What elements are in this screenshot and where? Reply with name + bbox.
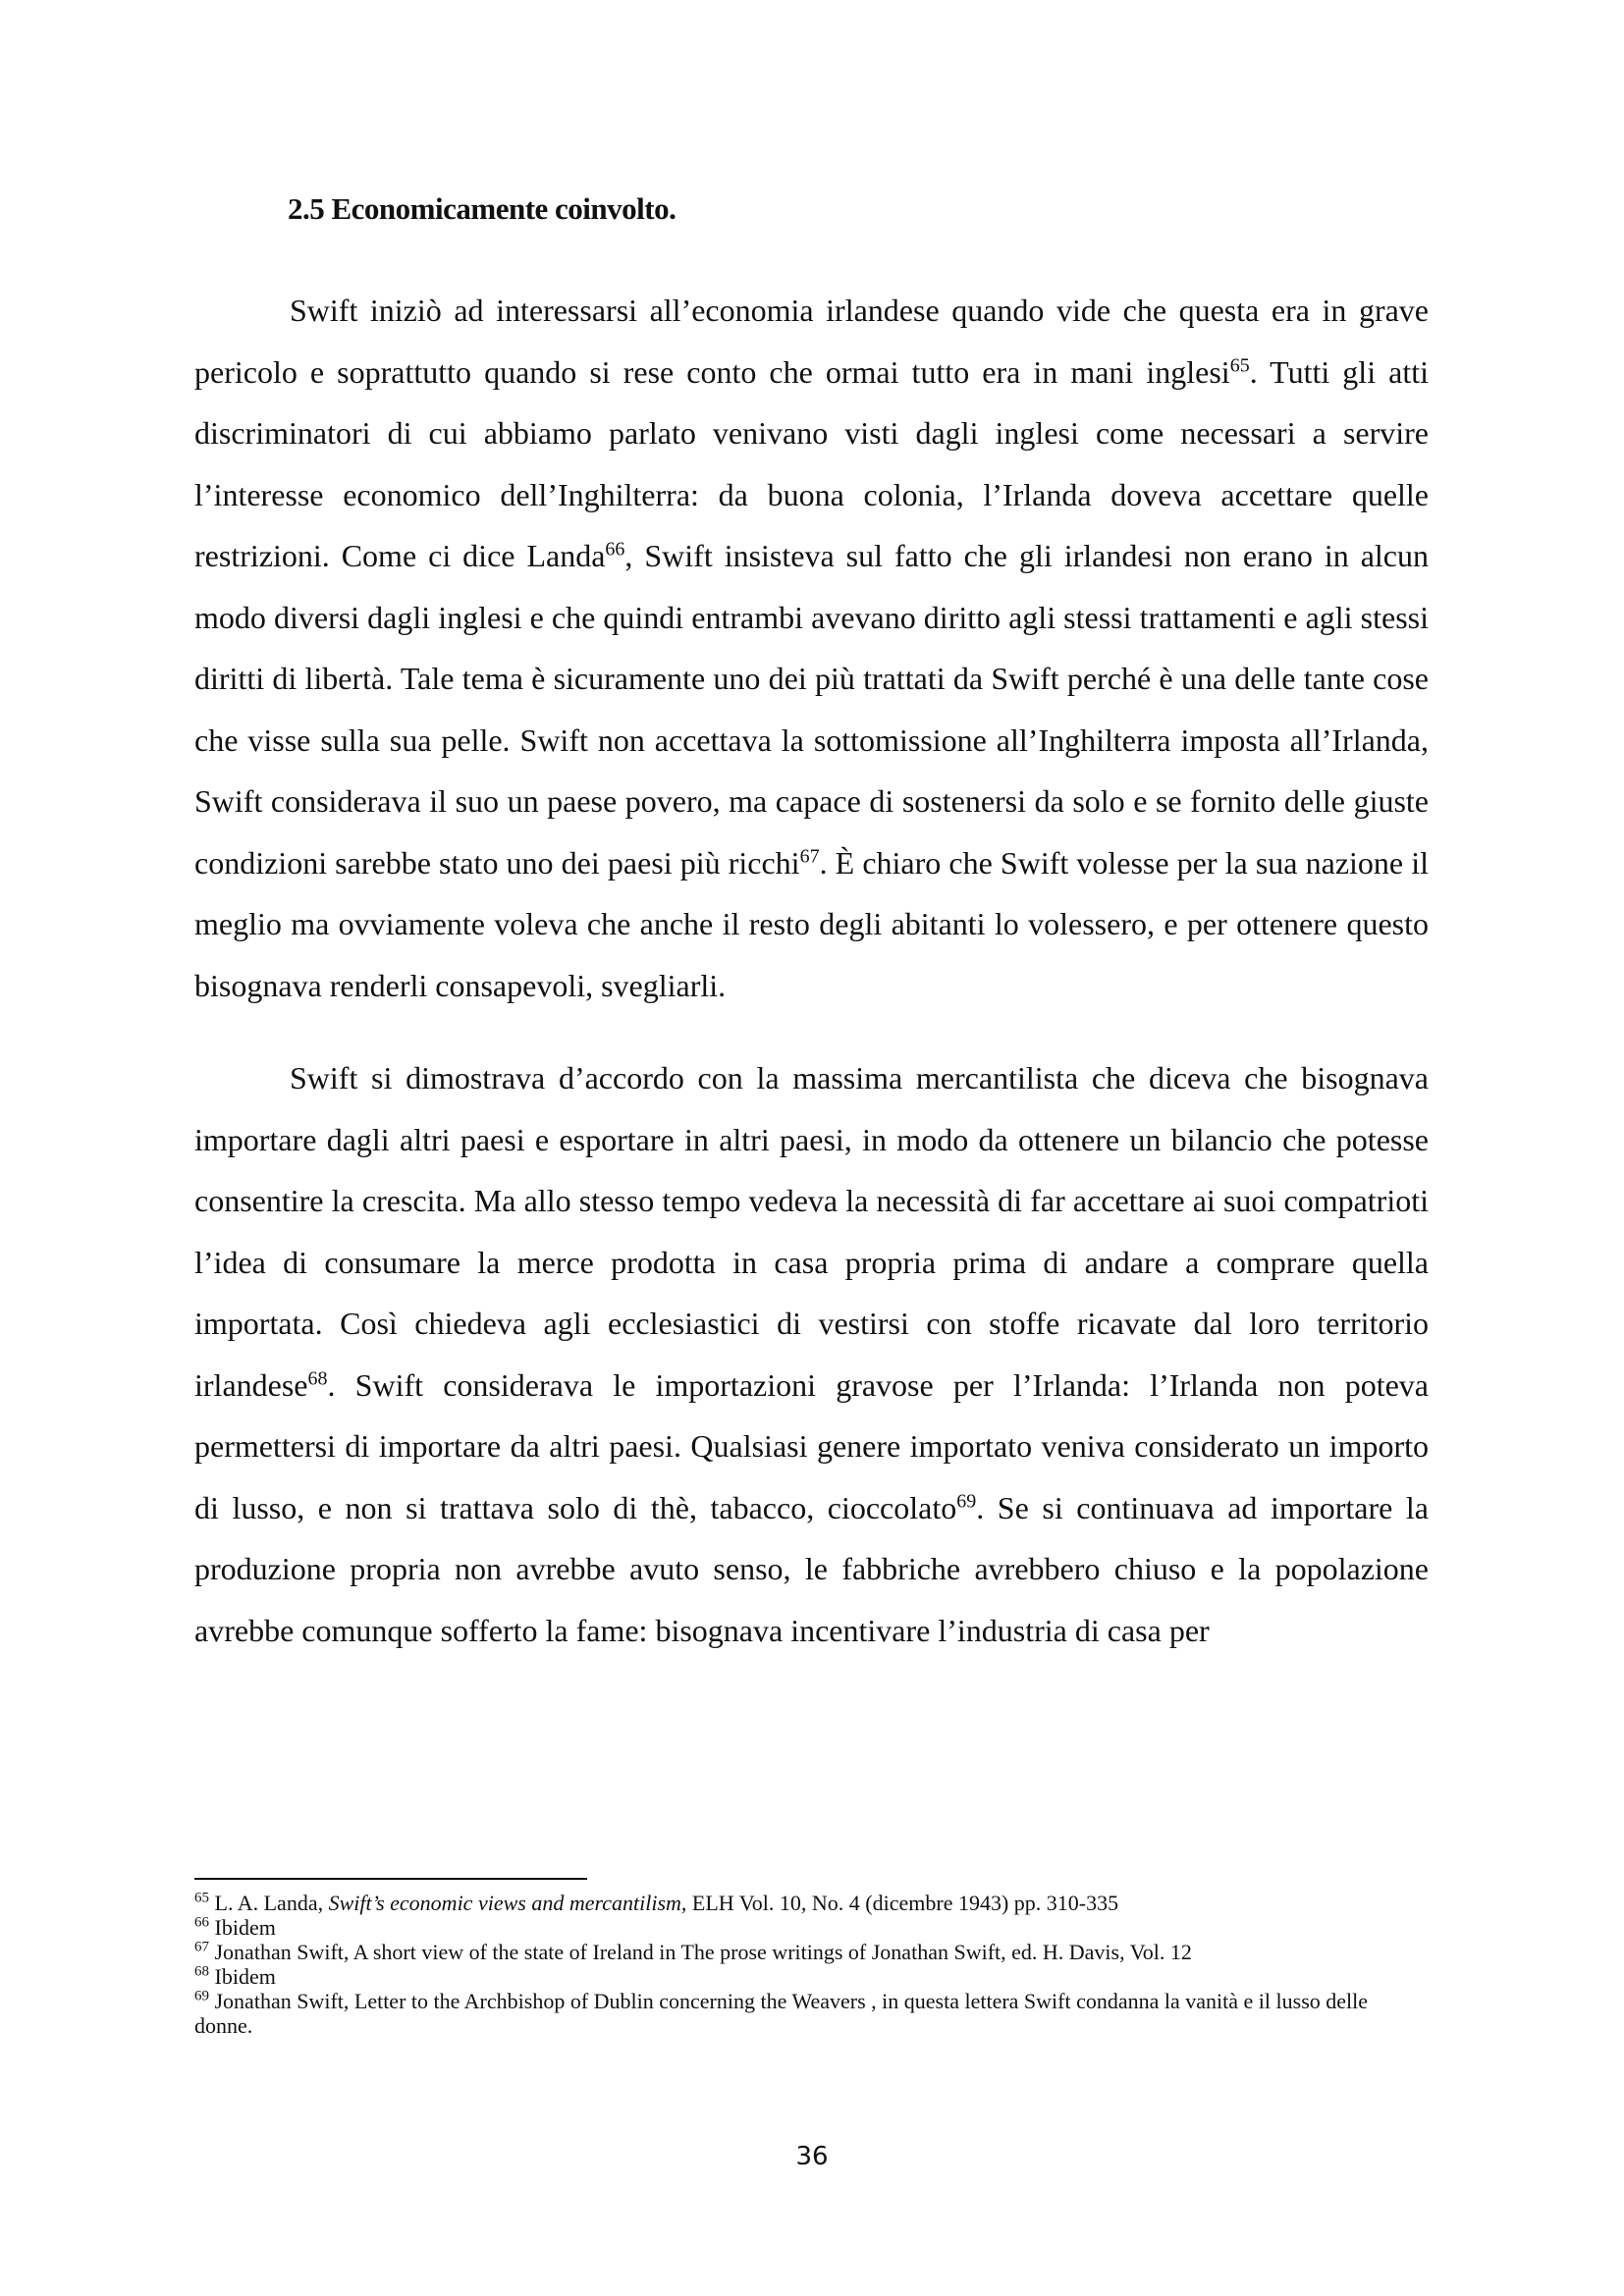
footnote-69 xyxy=(194,1989,1429,2038)
footnote-text: Ibidem xyxy=(214,1964,276,1989)
footnote-text: Ibidem xyxy=(214,1915,276,1940)
body-text xyxy=(194,280,1429,1661)
text-run: , Swift insisteva sul fatto che gli irlandesi non erano in alcun modo diversi dagli inglesi e che quindi entrambi avevano diritto agli stessi trattamenti e agli stessi diritti di libertà. Tale tema è sicuramente uno dei più trattati da Swift perché è una delle tante cose che visse sulla sua pelle. Swift non accettava la sottomissione all’Inghilterra imposta all’Irlanda, Swift considerava il suo un paese povero, ma capace di sostenersi da solo e se fornito delle giuste condizioni sarebbe stato uno dei paesi più ricchi xyxy=(194,538,1430,881)
footnote-ref: 68 xyxy=(307,1366,328,1389)
page-number: 36 xyxy=(795,2142,829,2171)
paragraph-2 xyxy=(194,1047,1429,1661)
footnotes xyxy=(194,1891,1429,2038)
footnote-text: , ELH Vol. 10, No. 4 (dicembre 1943) pp. 310-335 xyxy=(680,1891,1119,1915)
footnote-ref: 66 xyxy=(605,538,625,561)
footnote-ref: 65 xyxy=(1229,353,1250,376)
text-run: . Tutti gli atti discriminatori di cui abbiamo parlato venivano visti dagli inglesi come necessari a servire l’interesse economico dell’Inghilterra: da buona colonia, l’Irlanda doveva accettare quelle restrizioni. Come ci dice Landa xyxy=(194,353,1430,573)
footnote-text: Jonathan Swift, Letter to the Archbishop of Dublin concerning the Weavers , in questa lettera Swift condanna la vanità e il lusso delle donne. xyxy=(194,1989,1369,2038)
footnote-number: 66 xyxy=(194,1914,209,1931)
footnote-68 xyxy=(194,1964,1429,1989)
text-run: Swift si dimostrava d’accordo con la massima mercantilista che diceva che bisognava importare dagli altri paesi e esportare in altri paesi, in modo da ottenere un bilancio che potesse consentire la crescita. Ma allo stesso tempo vedeva la necessità di far accettare ai suoi compatrioti l’idea di consumare la merce prodotta in casa propria prima di andare a comprare quella importata. Così chiedeva agli ecclesiastici di vestirsi con stoffe ricavate dal loro territorio irlandese xyxy=(194,1060,1429,1403)
footnote-separator xyxy=(194,1878,587,1880)
text-run: . È chiaro che Swift volesse per la sua nazione il meglio ma ovviamente voleva che anche il resto degli abitanti lo volessero, e per ottenere questo bisognava renderli consapevoli, svegliarli. xyxy=(194,844,1430,1003)
section-heading: 2.5 Economicamente coinvolto. xyxy=(288,191,677,226)
footnote-67 xyxy=(194,1940,1429,1964)
footnote-ref: 69 xyxy=(956,1489,977,1512)
footnote-number: 69 xyxy=(194,1988,209,2004)
paragraph-1 xyxy=(194,280,1429,1016)
footnote-66 xyxy=(194,1915,1429,1940)
footnote-number: 68 xyxy=(194,1963,209,1980)
footnote-number: 67 xyxy=(194,1939,209,1955)
text-run: Swift iniziò ad interessarsi all’economia irlandese quando vide che questa era in grave pericolo e soprattutto quando si rese conto che ormai tutto era in mani inglesi xyxy=(194,293,1429,390)
footnote-title: Swift’s economic views and mercantilism xyxy=(328,1891,681,1915)
footnote-text: L. A. Landa, xyxy=(214,1891,329,1915)
text-run: . Swift considerava le importazioni gravose per l’Irlanda: l’Irlanda non poteva permettersi di importare da altri paesi. Qualsiasi genere importato veniva considerato un importo di lusso, e non si trattava solo di thè, tabacco, cioccolato xyxy=(194,1366,1429,1525)
footnote-ref: 67 xyxy=(799,844,820,867)
text-run: . Se si continuava ad importare la produzione propria non avrebbe avuto senso, le fabbriche avrebbero chiuso e la popolazione avrebbe comunque sofferto la fame: bisognava incentivare l’industria di casa per xyxy=(194,1489,1430,1648)
footnote-number: 65 xyxy=(194,1890,209,1906)
footnote-65 xyxy=(194,1891,1429,1915)
footnote-text: Jonathan Swift, A short view of the state of Ireland in The prose writings of Jonathan Swift, ed. H. Davis, Vol. 12 xyxy=(214,1940,1192,1964)
